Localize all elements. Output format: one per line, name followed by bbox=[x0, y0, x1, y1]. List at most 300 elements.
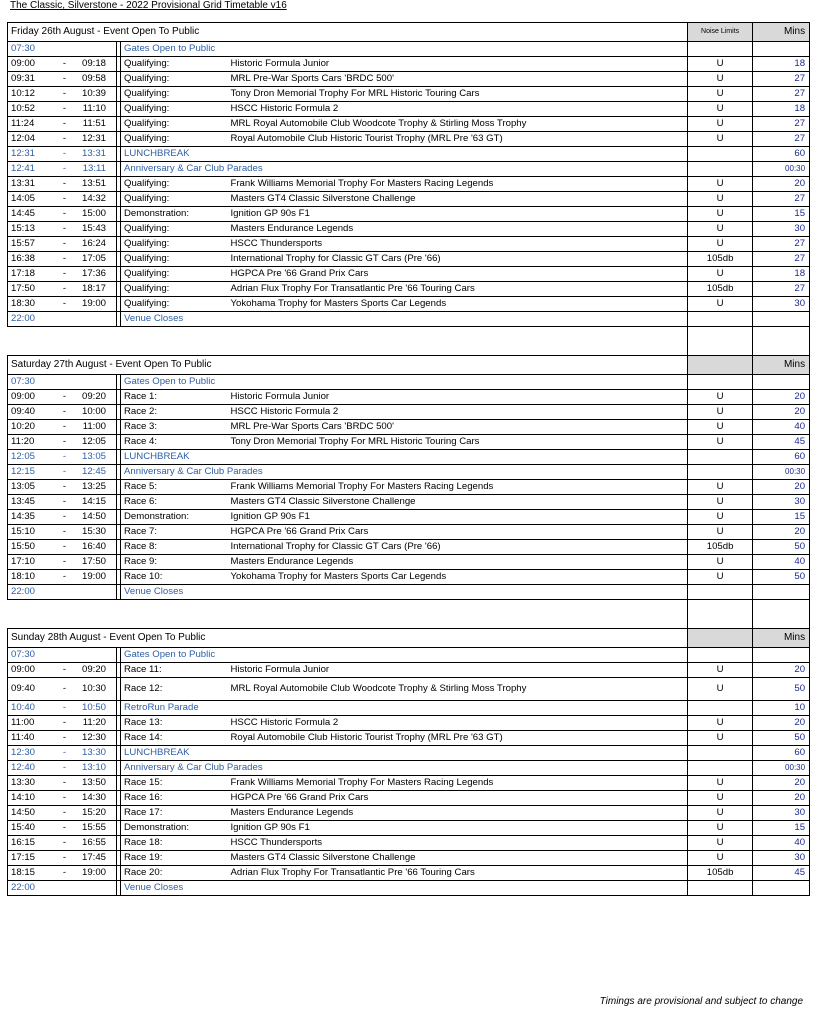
end-time bbox=[76, 648, 117, 663]
start-time: 12:30 bbox=[8, 746, 54, 761]
start-time: 17:15 bbox=[8, 851, 54, 866]
session-name: Tony Dron Memorial Trophy For MRL Historic Touring Cars bbox=[228, 87, 688, 102]
noise-limit bbox=[688, 42, 753, 57]
end-time: 15:20 bbox=[76, 806, 117, 821]
session-name: MRL Royal Automobile Club Woodcote Trophy & Stirling Moss Trophy bbox=[228, 678, 688, 701]
time-dash bbox=[54, 585, 76, 600]
start-time: 13:05 bbox=[8, 480, 54, 495]
start-time: 09:00 bbox=[8, 390, 54, 405]
end-time: 17:05 bbox=[76, 252, 117, 267]
session-type: Race 6: bbox=[121, 495, 228, 510]
schedule-row bbox=[8, 282, 810, 297]
spacer-cell bbox=[8, 614, 688, 629]
session-type: Qualifying: bbox=[121, 72, 228, 87]
session-name: HSCC Historic Formula 2 bbox=[228, 102, 688, 117]
session-type: Qualifying: bbox=[121, 177, 228, 192]
noise-limit: U bbox=[688, 72, 753, 87]
session-type: Race 3: bbox=[121, 420, 228, 435]
start-time: 11:20 bbox=[8, 435, 54, 450]
session-name: HSCC Historic Formula 2 bbox=[228, 405, 688, 420]
time-dash: - bbox=[54, 540, 76, 555]
time-dash: - bbox=[54, 282, 76, 297]
end-time: 09:58 bbox=[76, 72, 117, 87]
noise-limit: U bbox=[688, 57, 753, 72]
duration-mins: 50 bbox=[753, 540, 810, 555]
time-dash: - bbox=[54, 405, 76, 420]
time-dash: - bbox=[54, 117, 76, 132]
session-type: Race 5: bbox=[121, 480, 228, 495]
end-time: 13:05 bbox=[76, 450, 117, 465]
schedule-row bbox=[8, 117, 810, 132]
duration-mins: 27 bbox=[753, 117, 810, 132]
session-name: Ignition GP 90s F1 bbox=[228, 207, 688, 222]
schedule-row bbox=[8, 465, 810, 480]
session-type: Race 11: bbox=[121, 663, 228, 678]
start-time: 18:15 bbox=[8, 866, 54, 881]
session-type: Qualifying: bbox=[121, 222, 228, 237]
noise-limit: U bbox=[688, 806, 753, 821]
noise-limit bbox=[688, 375, 753, 390]
schedule-row bbox=[8, 791, 810, 806]
noise-limit: U bbox=[688, 731, 753, 746]
session-type: Race 16: bbox=[121, 791, 228, 806]
session-name: Historic Formula Junior bbox=[228, 57, 688, 72]
time-dash bbox=[54, 312, 76, 327]
start-time: 13:30 bbox=[8, 776, 54, 791]
noise-limit: U bbox=[688, 480, 753, 495]
start-time: 15:50 bbox=[8, 540, 54, 555]
time-dash: - bbox=[54, 678, 76, 701]
duration-mins: 30 bbox=[753, 495, 810, 510]
noise-limit: U bbox=[688, 821, 753, 836]
schedule-row bbox=[8, 312, 810, 327]
end-time: 11:00 bbox=[76, 420, 117, 435]
duration-mins: 20 bbox=[753, 405, 810, 420]
noise-limit: U bbox=[688, 435, 753, 450]
schedule-row bbox=[8, 162, 810, 177]
schedule-row bbox=[8, 663, 810, 678]
spacer-cell bbox=[688, 341, 753, 356]
noise-limit bbox=[688, 881, 753, 896]
time-dash: - bbox=[54, 72, 76, 87]
duration-mins: 50 bbox=[753, 678, 810, 701]
schedule-row bbox=[8, 540, 810, 555]
duration-mins: 15 bbox=[753, 510, 810, 525]
session-name: Ignition GP 90s F1 bbox=[228, 821, 688, 836]
start-time: 15:13 bbox=[8, 222, 54, 237]
time-dash: - bbox=[54, 821, 76, 836]
duration-mins: 45 bbox=[753, 866, 810, 881]
end-time: 18:17 bbox=[76, 282, 117, 297]
schedule-row bbox=[8, 405, 810, 420]
noise-limit: U bbox=[688, 267, 753, 282]
spacer-cell bbox=[753, 600, 810, 615]
end-time: 12:31 bbox=[76, 132, 117, 147]
time-dash bbox=[54, 648, 76, 663]
session-name: Adrian Flux Trophy For Transatlantic Pre '66 Touring Cars bbox=[228, 866, 688, 881]
timetable-body bbox=[8, 23, 810, 896]
time-dash bbox=[54, 375, 76, 390]
noise-limit bbox=[688, 312, 753, 327]
duration-mins: 40 bbox=[753, 555, 810, 570]
noise-limit: 105db bbox=[688, 282, 753, 297]
start-time: 15:57 bbox=[8, 237, 54, 252]
time-dash: - bbox=[54, 836, 76, 851]
duration-mins: 50 bbox=[753, 570, 810, 585]
end-time: 14:15 bbox=[76, 495, 117, 510]
noise-limit: U bbox=[688, 495, 753, 510]
schedule-row bbox=[8, 761, 810, 776]
noise-limit: U bbox=[688, 510, 753, 525]
session-name: Masters Endurance Legends bbox=[228, 806, 688, 821]
schedule-row bbox=[8, 776, 810, 791]
noise-limit: U bbox=[688, 222, 753, 237]
start-time: 14:05 bbox=[8, 192, 54, 207]
schedule-row bbox=[8, 851, 810, 866]
start-time: 10:20 bbox=[8, 420, 54, 435]
end-time: 14:50 bbox=[76, 510, 117, 525]
noise-limit: U bbox=[688, 555, 753, 570]
time-dash: - bbox=[54, 806, 76, 821]
start-time: 07:30 bbox=[8, 648, 54, 663]
duration-mins: 27 bbox=[753, 237, 810, 252]
session-name: Masters GT4 Classic Silverstone Challenge bbox=[228, 495, 688, 510]
session-type: Gates Open to Public bbox=[121, 42, 688, 57]
start-time: 18:30 bbox=[8, 297, 54, 312]
noise-limit bbox=[688, 450, 753, 465]
duration-mins: 40 bbox=[753, 836, 810, 851]
noise-limit bbox=[688, 746, 753, 761]
duration-mins: 20 bbox=[753, 480, 810, 495]
end-time: 09:20 bbox=[76, 390, 117, 405]
session-name: HSCC Thundersports bbox=[228, 836, 688, 851]
start-time: 12:15 bbox=[8, 465, 54, 480]
time-dash: - bbox=[54, 147, 76, 162]
schedule-row bbox=[8, 192, 810, 207]
day-heading: Friday 26th August - Event Open To Public bbox=[8, 23, 688, 42]
schedule-row bbox=[8, 297, 810, 312]
time-dash: - bbox=[54, 716, 76, 731]
duration-mins: 27 bbox=[753, 87, 810, 102]
end-time: 11:20 bbox=[76, 716, 117, 731]
session-type: Anniversary & Car Club Parades bbox=[121, 465, 688, 480]
start-time: 10:52 bbox=[8, 102, 54, 117]
session-name: MRL Pre-War Sports Cars 'BRDC 500' bbox=[228, 72, 688, 87]
duration-mins: 60 bbox=[753, 746, 810, 761]
start-time: 12:04 bbox=[8, 132, 54, 147]
schedule-row bbox=[8, 678, 810, 701]
start-time: 12:31 bbox=[8, 147, 54, 162]
schedule-row bbox=[8, 570, 810, 585]
schedule-row bbox=[8, 746, 810, 761]
start-time: 17:18 bbox=[8, 267, 54, 282]
noise-limits-header: Noise Limits bbox=[688, 23, 753, 42]
session-name: Masters Endurance Legends bbox=[228, 222, 688, 237]
time-dash: - bbox=[54, 866, 76, 881]
time-dash: - bbox=[54, 851, 76, 866]
noise-limit: U bbox=[688, 102, 753, 117]
session-name: HSCC Historic Formula 2 bbox=[228, 716, 688, 731]
end-time: 17:50 bbox=[76, 555, 117, 570]
noise-limit: U bbox=[688, 390, 753, 405]
session-type: Demonstration: bbox=[121, 821, 228, 836]
session-type: Qualifying: bbox=[121, 282, 228, 297]
start-time: 16:38 bbox=[8, 252, 54, 267]
day-header bbox=[8, 356, 810, 375]
spacer-cell bbox=[753, 341, 810, 356]
start-time: 17:10 bbox=[8, 555, 54, 570]
schedule-row bbox=[8, 731, 810, 746]
end-time: 16:40 bbox=[76, 540, 117, 555]
end-time bbox=[76, 312, 117, 327]
noise-limit bbox=[688, 701, 753, 716]
start-time: 14:35 bbox=[8, 510, 54, 525]
schedule-row bbox=[8, 267, 810, 282]
time-dash: - bbox=[54, 207, 76, 222]
end-time bbox=[76, 42, 117, 57]
duration-mins: 27 bbox=[753, 192, 810, 207]
noise-limit bbox=[688, 761, 753, 776]
noise-limit: U bbox=[688, 405, 753, 420]
schedule-row bbox=[8, 375, 810, 390]
duration-mins bbox=[753, 881, 810, 896]
start-time: 11:00 bbox=[8, 716, 54, 731]
noise-limit: U bbox=[688, 836, 753, 851]
schedule-row bbox=[8, 716, 810, 731]
duration-mins: 20 bbox=[753, 791, 810, 806]
end-time: 10:30 bbox=[76, 678, 117, 701]
duration-mins: 18 bbox=[753, 57, 810, 72]
duration-mins: 27 bbox=[753, 72, 810, 87]
noise-limit: U bbox=[688, 791, 753, 806]
duration-mins: 27 bbox=[753, 282, 810, 297]
end-time: 13:10 bbox=[76, 761, 117, 776]
duration-mins: 18 bbox=[753, 267, 810, 282]
end-time: 10:50 bbox=[76, 701, 117, 716]
schedule-row bbox=[8, 252, 810, 267]
session-type: Qualifying: bbox=[121, 132, 228, 147]
spacer-cell bbox=[688, 614, 753, 629]
time-dash bbox=[54, 881, 76, 896]
duration-mins: 30 bbox=[753, 806, 810, 821]
session-type: LUNCHBREAK bbox=[121, 450, 688, 465]
session-type: Anniversary & Car Club Parades bbox=[121, 761, 688, 776]
schedule-row bbox=[8, 585, 810, 600]
noise-limit bbox=[688, 147, 753, 162]
time-dash: - bbox=[54, 701, 76, 716]
schedule-row bbox=[8, 836, 810, 851]
time-dash: - bbox=[54, 420, 76, 435]
start-time: 22:00 bbox=[8, 312, 54, 327]
start-time: 14:10 bbox=[8, 791, 54, 806]
time-dash: - bbox=[54, 252, 76, 267]
duration-mins: 15 bbox=[753, 821, 810, 836]
session-type: Qualifying: bbox=[121, 87, 228, 102]
start-time: 11:24 bbox=[8, 117, 54, 132]
time-dash: - bbox=[54, 162, 76, 177]
end-time: 15:55 bbox=[76, 821, 117, 836]
start-time: 22:00 bbox=[8, 881, 54, 896]
session-type: Qualifying: bbox=[121, 237, 228, 252]
session-name: International Trophy for Classic GT Cars (Pre '66) bbox=[228, 252, 688, 267]
end-time bbox=[76, 881, 117, 896]
session-name: Masters GT4 Classic Silverstone Challenge bbox=[228, 851, 688, 866]
schedule-row bbox=[8, 701, 810, 716]
time-dash: - bbox=[54, 297, 76, 312]
end-time: 09:20 bbox=[76, 663, 117, 678]
duration-mins: 50 bbox=[753, 731, 810, 746]
noise-limit bbox=[688, 162, 753, 177]
session-type: Race 4: bbox=[121, 435, 228, 450]
end-time: 13:25 bbox=[76, 480, 117, 495]
schedule-row bbox=[8, 555, 810, 570]
duration-mins: 27 bbox=[753, 252, 810, 267]
duration-mins: 20 bbox=[753, 177, 810, 192]
duration-mins bbox=[753, 648, 810, 663]
start-time: 15:10 bbox=[8, 525, 54, 540]
session-type: Qualifying: bbox=[121, 102, 228, 117]
session-name: MRL Pre-War Sports Cars 'BRDC 500' bbox=[228, 420, 688, 435]
session-type: Race 19: bbox=[121, 851, 228, 866]
time-dash: - bbox=[54, 192, 76, 207]
time-dash: - bbox=[54, 495, 76, 510]
session-type: Race 15: bbox=[121, 776, 228, 791]
end-time: 15:30 bbox=[76, 525, 117, 540]
session-type: Gates Open to Public bbox=[121, 375, 688, 390]
end-time: 16:55 bbox=[76, 836, 117, 851]
schedule-row bbox=[8, 237, 810, 252]
end-time: 09:18 bbox=[76, 57, 117, 72]
session-type: Qualifying: bbox=[121, 267, 228, 282]
noise-limits-header bbox=[688, 629, 753, 648]
end-time: 15:43 bbox=[76, 222, 117, 237]
schedule-row bbox=[8, 222, 810, 237]
noise-limit bbox=[688, 585, 753, 600]
duration-mins: 30 bbox=[753, 297, 810, 312]
session-type: LUNCHBREAK bbox=[121, 147, 688, 162]
spacer-row bbox=[8, 600, 810, 615]
time-dash: - bbox=[54, 132, 76, 147]
duration-mins: 00:30 bbox=[753, 465, 810, 480]
noise-limit: U bbox=[688, 237, 753, 252]
duration-mins: 10 bbox=[753, 701, 810, 716]
end-time: 13:30 bbox=[76, 746, 117, 761]
session-name: MRL Royal Automobile Club Woodcote Trophy & Stirling Moss Trophy bbox=[228, 117, 688, 132]
end-time: 12:30 bbox=[76, 731, 117, 746]
noise-limit: U bbox=[688, 663, 753, 678]
time-dash bbox=[54, 42, 76, 57]
time-dash: - bbox=[54, 390, 76, 405]
noise-limit: U bbox=[688, 192, 753, 207]
schedule-row bbox=[8, 72, 810, 87]
session-name: Yokohama Trophy for Masters Sports Car Legends bbox=[228, 297, 688, 312]
end-time: 19:00 bbox=[76, 570, 117, 585]
noise-limit: 105db bbox=[688, 252, 753, 267]
session-name: Historic Formula Junior bbox=[228, 663, 688, 678]
duration-mins: 20 bbox=[753, 716, 810, 731]
schedule-row bbox=[8, 510, 810, 525]
start-time: 15:40 bbox=[8, 821, 54, 836]
duration-mins: 60 bbox=[753, 450, 810, 465]
schedule-row bbox=[8, 435, 810, 450]
session-name: HGPCA Pre '66 Grand Prix Cars bbox=[228, 525, 688, 540]
session-name: HSCC Thundersports bbox=[228, 237, 688, 252]
session-type: Race 18: bbox=[121, 836, 228, 851]
start-time: 09:40 bbox=[8, 678, 54, 701]
spacer-cell bbox=[753, 327, 810, 342]
session-name: Historic Formula Junior bbox=[228, 390, 688, 405]
session-type: Qualifying: bbox=[121, 297, 228, 312]
session-type: Race 14: bbox=[121, 731, 228, 746]
schedule-row bbox=[8, 450, 810, 465]
end-time: 16:24 bbox=[76, 237, 117, 252]
schedule-row bbox=[8, 207, 810, 222]
end-time: 13:11 bbox=[76, 162, 117, 177]
start-time: 18:10 bbox=[8, 570, 54, 585]
start-time: 14:50 bbox=[8, 806, 54, 821]
spacer-cell bbox=[8, 327, 688, 342]
mins-header: Mins bbox=[753, 356, 810, 375]
mins-header: Mins bbox=[753, 23, 810, 42]
start-time: 09:40 bbox=[8, 405, 54, 420]
noise-limit: U bbox=[688, 716, 753, 731]
end-time bbox=[76, 375, 117, 390]
noise-limit bbox=[688, 465, 753, 480]
end-time: 10:39 bbox=[76, 87, 117, 102]
spacer-row bbox=[8, 614, 810, 629]
spacer-cell bbox=[688, 600, 753, 615]
noise-limit: U bbox=[688, 132, 753, 147]
start-time: 11:40 bbox=[8, 731, 54, 746]
session-type: Venue Closes bbox=[121, 881, 688, 896]
noise-limit bbox=[688, 648, 753, 663]
schedule-row bbox=[8, 132, 810, 147]
time-dash: - bbox=[54, 663, 76, 678]
session-type: Qualifying: bbox=[121, 117, 228, 132]
schedule-row bbox=[8, 480, 810, 495]
session-type: Race 10: bbox=[121, 570, 228, 585]
duration-mins: 30 bbox=[753, 222, 810, 237]
start-time: 12:05 bbox=[8, 450, 54, 465]
session-name: Frank Williams Memorial Trophy For Masters Racing Legends bbox=[228, 776, 688, 791]
noise-limit: U bbox=[688, 87, 753, 102]
session-type: Race 13: bbox=[121, 716, 228, 731]
schedule-row bbox=[8, 87, 810, 102]
day-heading: Sunday 28th August - Event Open To Public bbox=[8, 629, 688, 648]
duration-mins: 20 bbox=[753, 776, 810, 791]
time-dash: - bbox=[54, 177, 76, 192]
end-time: 12:45 bbox=[76, 465, 117, 480]
time-dash: - bbox=[54, 237, 76, 252]
time-dash: - bbox=[54, 746, 76, 761]
end-time: 11:10 bbox=[76, 102, 117, 117]
schedule-row bbox=[8, 866, 810, 881]
session-type: Race 7: bbox=[121, 525, 228, 540]
session-type: Demonstration: bbox=[121, 510, 228, 525]
duration-mins: 20 bbox=[753, 525, 810, 540]
end-time: 12:05 bbox=[76, 435, 117, 450]
time-dash: - bbox=[54, 222, 76, 237]
start-time: 13:31 bbox=[8, 177, 54, 192]
day-heading: Saturday 27th August - Event Open To Public bbox=[8, 356, 688, 375]
start-time: 16:15 bbox=[8, 836, 54, 851]
spacer-cell bbox=[8, 341, 688, 356]
start-time: 07:30 bbox=[8, 375, 54, 390]
end-time: 17:36 bbox=[76, 267, 117, 282]
duration-mins: 30 bbox=[753, 851, 810, 866]
duration-mins bbox=[753, 312, 810, 327]
schedule-row bbox=[8, 390, 810, 405]
